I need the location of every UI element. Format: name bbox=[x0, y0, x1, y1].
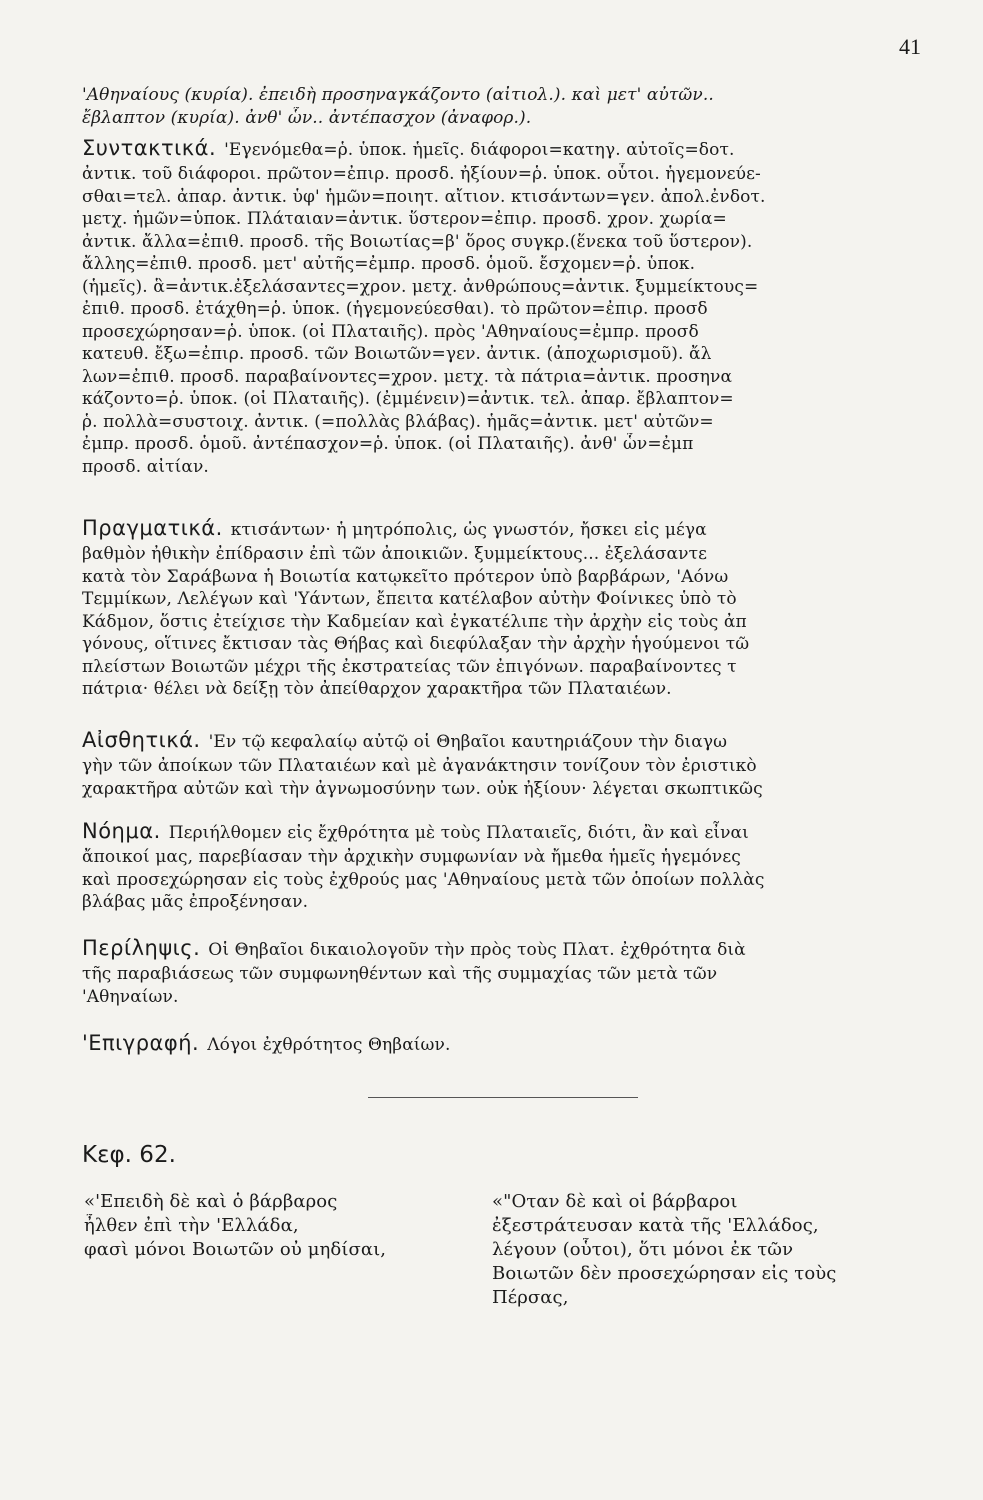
section-line: ἐμπρ. προσδ. ὁμοῦ. ἀντέπασχον=ῥ. ὑποκ. (οἱ Πλαταιῆς). ἀνθ' ὧν=ἐμπ bbox=[82, 434, 694, 454]
intro-block bbox=[82, 84, 927, 129]
original-line: ἦλθεν ἐπὶ τὴν 'Ελλάδα, bbox=[84, 1215, 299, 1236]
section-line: 'Εν τῷ κεφαλαίῳ αὐτῷ οἱ Θηβαῖοι καυτηριάζουν τὴν διαγω bbox=[208, 732, 728, 752]
section-syntaktika bbox=[82, 135, 927, 478]
section-line: καὶ προσεχώρησαν εἰς τοὺς ἐχθρούς μας 'Αθηναίους μετὰ τῶν ὁποίων πολλὰς bbox=[82, 869, 765, 890]
section-line: ἀντικ. τοῦ διάφοροι. πρῶτον=ἐπιρ. προσδ. ἠξίουν=ῥ. ὑποκ. οὗτοι. ἡγεμονεύε- bbox=[82, 164, 761, 184]
section-line: κτισάντων· ἡ μητρόπολις, ὡς γνωστόν, ἤσκει εἰς μέγα bbox=[230, 520, 707, 540]
section-line: μετχ. ἡμῶν=ὑποκ. Πλάταιαν=ἀντικ. ὕστερον=ἐπιρ. προσδ. χρον. χωρία= bbox=[82, 209, 727, 229]
section-heading: Πραγματικά. bbox=[82, 516, 223, 540]
translation-line: Βοιωτῶν δὲν προσεχώρησαν εἰς τοὺς bbox=[492, 1263, 837, 1284]
section-line: ῥ. πολλὰ=συστοιχ. ἀντικ. (=πολλὰς βλάβας). ἡμᾶς=ἀντικ. μετ' αὐτῶν= bbox=[82, 411, 714, 432]
translation-line: ἐξεστράτευσαν κατὰ τῆς 'Ελλάδος, bbox=[492, 1215, 819, 1236]
section-line: χαρακτῆρα αὐτῶν καὶ τὴν ἀγνωμοσύνην των. οὐκ ἠξίουν· λέγεται σκωπτικῶς bbox=[82, 778, 763, 799]
section-line: Κάδμον, ὅστις ἐτείχισε τὴν Καδμείαν καὶ ἐγκατέλιπε τὴν ἀρχὴν εἰς τοὺς ἀπ bbox=[82, 611, 747, 632]
section-line: Τεμμίκων, Λελέγων καὶ 'Υάντων, ἔπειτα κατέλαβον αὐτὴν Φοίνικες ὑπὸ τὸ bbox=[82, 589, 737, 609]
section-line: πάτρια· θέλει νὰ δείξῃ τὸν ἀπείθαρχον χαρακτῆρα τῶν Πλαταιέων. bbox=[82, 679, 672, 699]
translation-line: λέγουν (οὗτοι), ὅτι μόνοι ἐκ τῶν bbox=[492, 1239, 794, 1260]
section-heading: Αἰσθητικά. bbox=[82, 728, 201, 752]
section-heading: Νόημα. bbox=[82, 819, 161, 843]
section-line: Λόγοι ἐχθρότητος Θηβαίων. bbox=[207, 1035, 451, 1055]
section-line: κάζοντο=ῥ. ὑποκ. (οἱ Πλαταιῆς). (ἐμμένειν)=ἀντικ. τελ. ἀπαρ. ἔβλαπτον= bbox=[82, 389, 734, 409]
section-aisthitika bbox=[82, 727, 927, 800]
section-heading: Συντακτικά. bbox=[82, 136, 217, 160]
section-heading: 'Επιγραφή. bbox=[82, 1031, 200, 1055]
section-line: γὴν τῶν ἀποίκων τῶν Πλαταιέων καὶ μὲ ἀγανάκτησιν τονίζουν τὸν ἐριστικὸ bbox=[82, 756, 757, 776]
section-line: ἄλλης=ἐπιθ. προσδ. μετ' αὐτῆς=ἐμπρ. προσδ. ὁμοῦ. ἔσχομεν=ῥ. ὑποκ. bbox=[82, 254, 696, 274]
section-line: τῆς παραβιάσεως τῶν συμφωνηθέντων καὶ τῆς συμμαχίας τῶν μετὰ τῶν bbox=[82, 964, 718, 984]
section-line: κατευθ. ἔξω=ἐπιρ. προσδ. τῶν Βοιωτῶν=γεν. ἀντικ. (ἀποχωρισμοῦ). ἄλ bbox=[82, 344, 712, 364]
page-number: 41 bbox=[899, 34, 921, 59]
intro-line: 'Αθηναίους (κυρία). ἐπειδὴ προσηναγκάζοντο (αἰτιολ.). καὶ μετ' αὐτῶν.. bbox=[82, 85, 714, 105]
section-line: 'Αθηναίων. bbox=[82, 986, 179, 1007]
original-text-column bbox=[84, 1190, 464, 1262]
section-line: ἐπιθ. προσδ. ἐτάχθη=ῥ. ὑποκ. (ἡγεμονεύεσθαι). τὸ πρῶτον=ἐπιρ. προσδ bbox=[82, 299, 708, 319]
section-line: βλάβας μᾶς ἐπροξένησαν. bbox=[82, 892, 309, 912]
section-line: σθαι=τελ. ἀπαρ. ἀντικ. ὑφ' ἡμῶν=ποιητ. αἴτιον. κτισάντων=γεν. ἀπολ.ἐνδοτ. bbox=[82, 186, 766, 207]
section-line: προσδ. αἰτίαν. bbox=[82, 456, 209, 477]
section-heading: Περίληψις. bbox=[82, 936, 201, 960]
section-pragmatika bbox=[82, 515, 927, 701]
section-line: Οἱ Θηβαῖοι δικαιολογοῦν τὴν πρὸς τοὺς Πλατ. ἐχθρότητα διὰ bbox=[208, 940, 746, 960]
section-line: ἄποικοί μας, παρεβίασαν τὴν ἀρχικὴν συμφωνίαν νὰ ἤμεθα ἡμεῖς ἡγεμόνες bbox=[82, 847, 741, 867]
section-divider bbox=[368, 1097, 638, 1098]
section-noima bbox=[82, 818, 927, 914]
translation-column bbox=[492, 1190, 932, 1310]
section-line: κατὰ τὸν Σαράβωνα ἡ Βοιωτία κατῳκεῖτο πρότερον ὑπὸ βαρβάρων, 'Αόνω bbox=[82, 566, 729, 587]
chapter-heading: Κεφ. 62. bbox=[82, 1142, 176, 1168]
translation-line: Πέρσας, bbox=[492, 1287, 569, 1308]
original-line: φασὶ μόνοι Βοιωτῶν οὐ μηδίσαι, bbox=[84, 1239, 387, 1260]
section-line: (ἡμεῖς). ἃ=ἀντικ.ἐξελάσαντες=χρον. μετχ. ἀνθρώπους=ἀντικ. ξυμμείκτους= bbox=[82, 276, 759, 297]
section-line: πλείστων Βοιωτῶν μέχρι τῆς ἐκστρατείας τῶν ἐπιγόνων. παραβαίνοντες τ bbox=[82, 656, 737, 677]
intro-line: ἔβλαπτον (κυρία). ἀνθ' ὧν.. ἀντέπασχον (ἀναφορ.). bbox=[82, 107, 532, 128]
translation-line: «"Οταν δὲ καὶ οἱ βάρβαροι bbox=[492, 1191, 738, 1212]
section-line: 'Εγενόμεθα=ῥ. ὑποκ. ἡμεῖς. διάφοροι=κατηγ. αὐτοῖς=δοτ. bbox=[224, 140, 735, 160]
section-line: βαθμὸν ἠθικὴν ἐπίδρασιν ἐπὶ τῶν ἀποικιῶν. ξυμμείκτους... ἐξελάσαντε bbox=[82, 544, 707, 564]
section-line: Περιήλθομεν εἰς ἔχθρότητα μὲ τοὺς Πλαταιεῖς, διότι, ἂν καὶ εἶναι bbox=[168, 823, 749, 843]
section-line: ἀντικ. ἄλλα=ἐπιθ. προσδ. τῆς Βοιωτίας=β' ὅρος συγκρ.(ἕνεκα τοῦ ὕστερον). bbox=[82, 231, 753, 252]
section-epigrafi bbox=[82, 1030, 927, 1058]
section-perilipsis bbox=[82, 935, 927, 1008]
original-line: «'Επειδὴ δὲ καὶ ὁ βάρβαρος bbox=[84, 1191, 338, 1212]
section-line: λων=ἐπιθ. προσδ. παραβαίνοντες=χρον. μετχ. τὰ πάτρια=ἀντικ. προσηνα bbox=[82, 366, 733, 387]
section-line: γόνους, οἵτινες ἔκτισαν τὰς Θήβας καὶ διεφύλαξαν τὴν ἀρχὴν ἡγούμενοι τῶ bbox=[82, 634, 750, 654]
section-line: προσεχώρησαν=ῥ. ὑποκ. (οἱ Πλαταιῆς). πρὸς 'Αθηναίους=ἐμπρ. προσδ bbox=[82, 321, 699, 342]
